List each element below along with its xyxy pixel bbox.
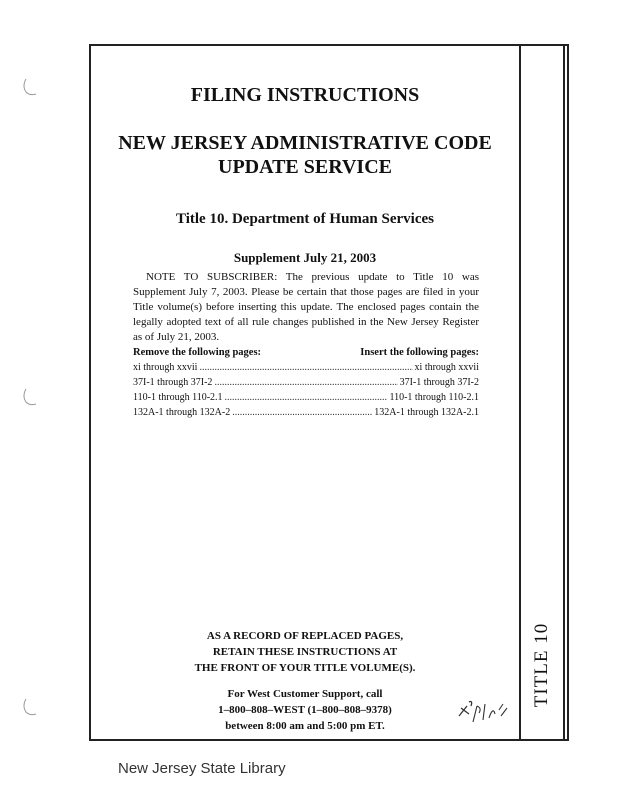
table-row <box>133 407 479 422</box>
record-line1: AS A RECORD OF REPLACED PAGES, <box>206 630 404 642</box>
remove-header: Remove the following pages: <box>133 347 262 358</box>
tab-divider-left <box>519 46 521 739</box>
punch-hole-middle <box>20 386 42 408</box>
insert-cell: xi through xxvii <box>414 362 479 373</box>
code-title-line2: UPDATE SERVICE <box>218 156 392 178</box>
insert-header: Insert the following pages: <box>360 347 479 358</box>
insert-cell: 37I-1 through 37I-2 <box>399 377 479 388</box>
supplement-date: Supplement July 21, 2003 <box>233 250 377 265</box>
table-row <box>133 377 479 392</box>
tab-divider-right <box>563 46 565 739</box>
table-row <box>133 362 479 377</box>
customer-support <box>100 686 510 734</box>
title-number: Title 10. Department of Human Services <box>175 211 435 227</box>
record-instructions <box>100 628 510 676</box>
leader-dots <box>199 362 412 373</box>
punch-hole-top <box>20 76 42 98</box>
leader-dots <box>214 377 397 388</box>
handwritten-initials <box>455 696 515 724</box>
insert-cell: 110-1 through 110-2.1 <box>389 392 479 403</box>
remove-cell: 110-1 through 110-2.1 <box>133 392 223 403</box>
remove-cell: 132A-1 through 132A-2 <box>133 407 231 418</box>
support-phone: 1–800–808–WEST (1–800–808–9378) <box>218 704 392 716</box>
support-line1: For West Customer Support, call <box>227 688 383 700</box>
table-row <box>133 392 479 407</box>
subscriber-note: NOTE TO SUBSCRIBER: The previous update to Title 10 was Supplement July 7, 2003. Please be certain that those pages are filed in your Title volume(s) before inserting this update. The enclosed pages contain the legally adopted text of all rule changes published in the New Jersey Register as of July 21, 2003. <box>133 271 479 343</box>
support-hours: between 8:00 am and 5:00 pm ET. <box>225 720 385 732</box>
library-stamp: New Jersey State Library <box>118 760 286 777</box>
remove-cell: 37I-1 through 37I-2 <box>133 377 213 388</box>
code-title <box>100 131 510 179</box>
code-title-line1: NEW JERSEY ADMINISTRATIVE CODE <box>118 132 492 154</box>
title-tab-label: TITLE 10 <box>531 622 552 708</box>
leader-dots <box>225 392 388 403</box>
remove-cell: xi through xxvii <box>133 362 198 373</box>
leader-dots <box>232 407 372 418</box>
insert-cell: 132A-1 through 132A-2.1 <box>374 407 479 418</box>
pages-table-header <box>133 347 479 358</box>
record-line2: RETAIN THESE INSTRUCTIONS AT <box>212 646 398 658</box>
punch-hole-bottom <box>20 696 42 718</box>
pages-table <box>133 362 479 422</box>
record-line3: THE FRONT OF YOUR TITLE VOLUME(S). <box>194 662 416 674</box>
page-title: FILING INSTRUCTIONS <box>190 84 420 106</box>
